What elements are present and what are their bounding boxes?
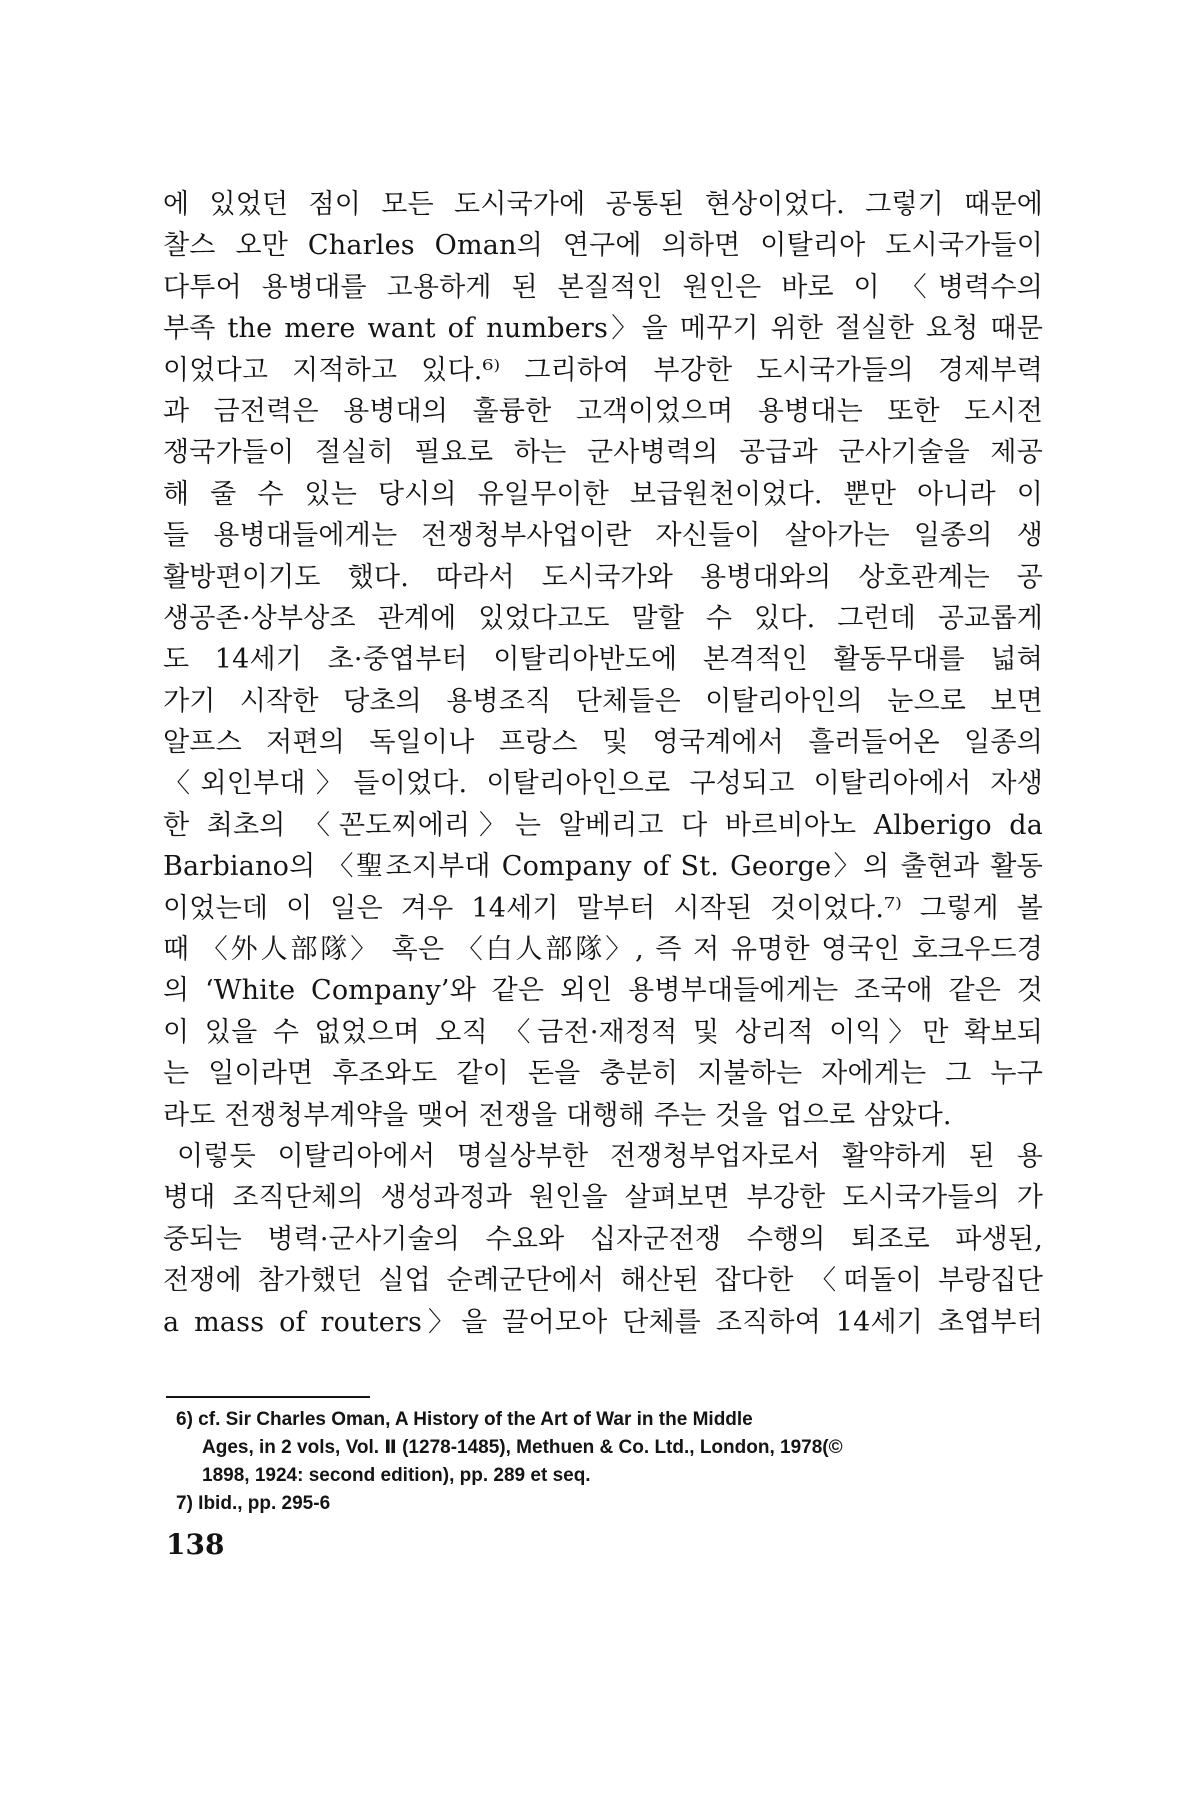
text-line: 다투어 용병대를 고용하게 된 본질적인 원인은 바로 이 〈병력수의: [163, 271, 1043, 303]
text-line: 에 있었던 점이 모든 도시국가에 공통된 현상이었다. 그렇기 때문에: [163, 189, 1043, 220]
text-line: 가기 시작한 당초의 용병조직 단체들은 이탈리아인의 눈으로 보면: [163, 685, 1043, 717]
text-line: 이었는데 이 일은 겨우 14세기 말부터 시작된 것이었다.⁷⁾ 그렇게 볼: [163, 892, 1043, 924]
text-line: 쟁국가들이 절실히 필요로 하는 군사병력의 공급과 군사기술을 제공: [163, 437, 1043, 469]
footnote-6-continued: 1898, 1924: second edition), pp. 289 et seq.: [202, 1465, 591, 1486]
footnote-6: 6) cf. Sir Charles Oman, A History of the Art of War in the Middle: [176, 1409, 753, 1430]
text-line: 중되는 병력·군사기술의 수요와 십자군전쟁 수행의 퇴조로 파생된,: [163, 1223, 1043, 1255]
paragraph-start-line: 이렇듯 이탈리아에서 명실상부한 전쟁청부업자로서 활약하게 된 용: [177, 1140, 1043, 1172]
text-line: 이 있을 수 없었으며 오직 〈금전·재정적 및 상리적 이익〉만 확보되: [163, 1016, 1043, 1048]
text-line: 때 〈外人部隊〉 혹은 〈白人部隊〉, 즉 저 유명한 영국인 호크우드경: [163, 934, 1043, 966]
footnote-7: 7) Ibid., pp. 295-6: [176, 1493, 331, 1514]
text-line: 〈외인부대〉들이었다. 이탈리아인으로 구성되고 이탈리아에서 자생: [163, 768, 1043, 800]
text-line: 라도 전쟁청부계약을 맺어 전쟁을 대행해 주는 것을 업으로 삼았다.: [163, 1099, 952, 1131]
text-line: 해 줄 수 있는 당시의 유일무이한 보급원천이었다. 뿐만 아니라 이: [163, 478, 1043, 510]
text-line: a mass of routers〉을 끌어모아 단체를 조직하여 14세기 초엽부터: [163, 1306, 1043, 1338]
body-text: [163, 184, 1043, 1343]
text-line: 는 일이라면 후조와도 같이 돈을 충분히 지불하는 자에게는 그 누구: [163, 1058, 1043, 1090]
footnotes: [176, 1406, 1036, 1518]
footnote-rule: [166, 1396, 370, 1398]
text-line: 한 최초의 〈꼰도찌에리〉는 알베리고 다 바르비아노 Alberigo da: [163, 809, 1043, 841]
text-line: 도 14세기 초·중엽부터 이탈리아반도에 본격적인 활동무대를 넓혀: [163, 644, 1043, 676]
text-line: 생공존·상부상조 관계에 있었다고도 말할 수 있다. 그런데 공교롭게: [163, 602, 1043, 634]
text-line: 이었다고 지적하고 있다.⁶⁾ 그리하여 부강한 도시국가들의 경제부력: [163, 354, 1043, 386]
text-line: 찰스 오만 Charles Oman의 연구에 의하면 이탈리아 도시국가들이: [163, 230, 1043, 262]
text-line: 들 용병대들에게는 전쟁청부사업이란 자신들이 살아가는 일종의 생: [163, 520, 1043, 552]
text-line: 활방편이기도 했다. 따라서 도시국가와 용병대와의 상호관계는 공: [163, 561, 1043, 593]
footnote-6-continued: Ages, in 2 vols, Vol. Ⅱ (1278-1485), Methuen & Co. Ltd., London, 1978(©: [202, 1437, 843, 1458]
text-line: 의 ‘White Company’와 같은 외인 용병부대들에게는 조국애 같은 것: [163, 975, 1043, 1007]
text-line: 부족 the mere want of numbers〉을 메꾸기 위한 절실한 요청 때문: [163, 313, 1043, 345]
text-line: 전쟁에 참가했던 실업 순례군단에서 해산된 잡다한 〈떠돌이 부랑집단: [163, 1265, 1043, 1297]
text-line: 과 금전력은 용병대의 훌륭한 고객이었으며 용병대는 또한 도시전: [163, 395, 1043, 427]
page-number: 138: [166, 1528, 225, 1561]
text-line: Barbiano의 〈聖조지부대 Company of St. George〉의 출현과 활동: [163, 851, 1043, 883]
text-line: 알프스 저편의 독일이나 프랑스 및 영국계에서 흘러들어온 일종의: [163, 727, 1043, 759]
text-line: 병대 조직단체의 생성과정과 원인을 살펴보면 부강한 도시국가들의 가: [163, 1182, 1043, 1214]
